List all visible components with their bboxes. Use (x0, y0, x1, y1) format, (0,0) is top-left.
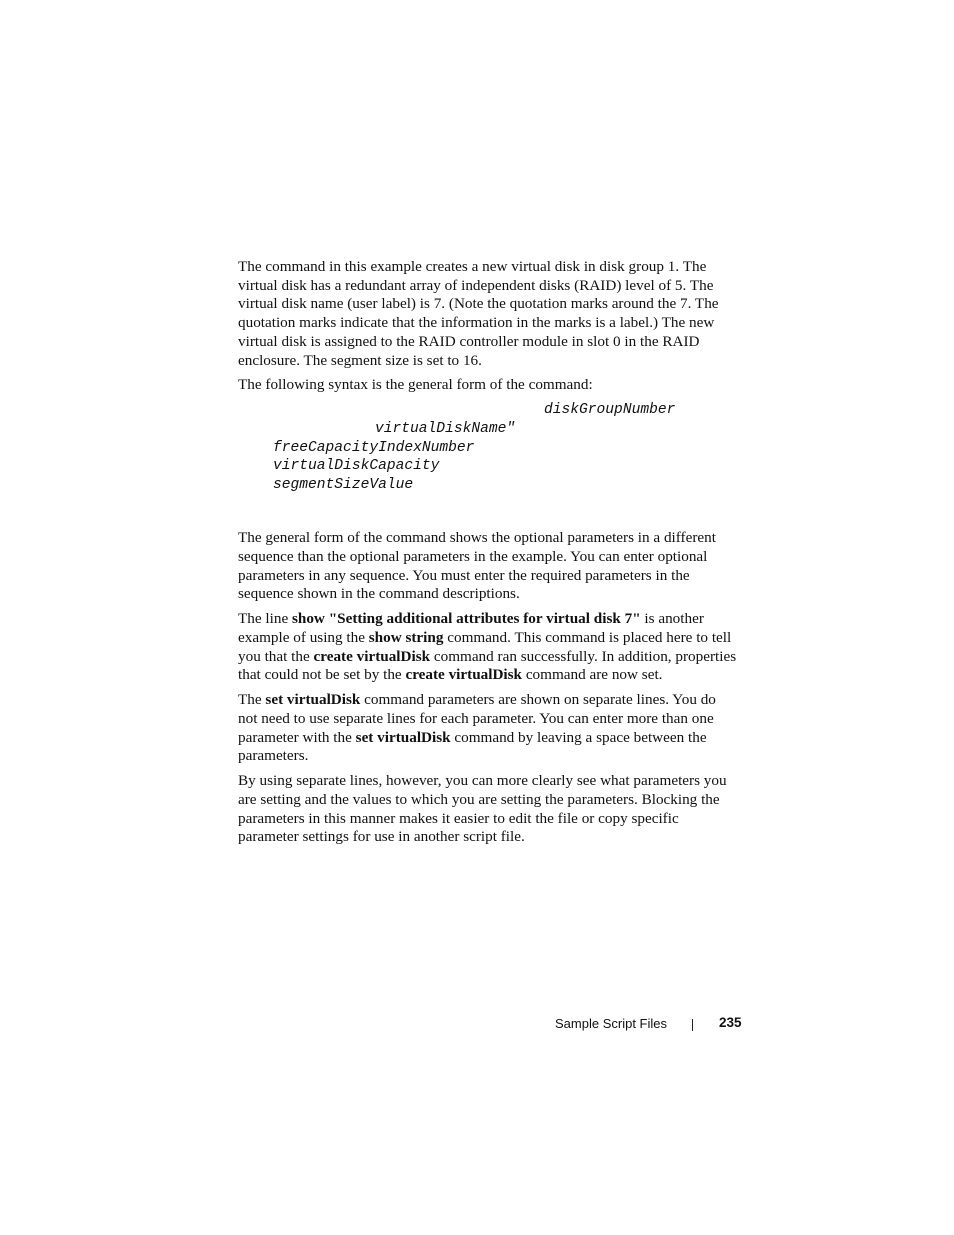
text-run: command ran successfully. In addition, properties that could not be set by the (238, 647, 737, 684)
footer-separator (692, 1019, 693, 1031)
paragraph-show-command (238, 610, 738, 685)
footer-section-title: Sample Script Files (555, 1016, 667, 1031)
code-line-free-capacity-index: freeCapacityIndexNumber (273, 439, 475, 456)
command-show-setting: show "Setting additional attributes for virtual disk 7" (291, 610, 641, 628)
footer-page-number: 235 (719, 1015, 742, 1030)
paragraph-separate-lines: By using separate lines, however, you can more clearly see what parameters you are setting and the values to which you are setting the parameters. Blocking the parameters in this manner makes it easier to edit the file or copy specific parameter settings for use in another script file. (238, 772, 727, 846)
paragraph-set-virtualdisk (238, 691, 738, 766)
page-body (238, 258, 738, 853)
text-run: The line (238, 610, 292, 628)
code-line-segment-size: segmentSizeValue (273, 477, 414, 494)
command-show-string: show string (368, 629, 444, 646)
text-run: command parameters are shown on separate lines. You do not need to use separate lines for each parameter. You can enter more than one parameter with the (238, 691, 716, 746)
page-footer (0, 1015, 954, 1035)
command-create-virtualdisk: create virtualDisk (405, 666, 523, 684)
command-set-virtualdisk: set virtualDisk (355, 728, 451, 746)
text-run: command. This command is placed here to tell you that the (238, 629, 732, 665)
paragraph-syntax-intro: The following syntax is the general form of the command: (238, 376, 593, 394)
text-run: is another example of using the (238, 610, 704, 646)
code-line-disk-group-number: diskGroupNumber (544, 402, 676, 419)
paragraph-example-description: The command in this example creates a new virtual disk in disk group 1. The virtual disk has a redundant array of independent disks (RAID) level of 5. The virtual disk name (user label) is 7. (Note the quotation marks around the 7. The quotation marks indicate that the information in the marks is a label.) The new virtual disk is assigned to the RAID controller module in slot 0 in the RAID enclosure. The segment size is set to 16. (238, 258, 719, 369)
command-create-virtualdisk: create virtualDisk (313, 647, 431, 665)
code-line-virtual-disk-name: virtualDiskName" (375, 420, 516, 437)
paragraph-general-form: The general form of the command shows the optional parameters in a different sequence than the optional parameters in the example. You can enter optional parameters in any sequence. You must enter the required parameters in the sequence shown in the command descriptions. (238, 529, 716, 603)
text-run: command by leaving a space between the parameters. (238, 728, 707, 765)
command-set-virtualdisk: set virtualDisk (265, 691, 361, 709)
code-block-syntax (238, 401, 738, 501)
code-line-virtual-disk-capacity: virtualDiskCapacity (273, 458, 440, 475)
text-run: The (238, 691, 266, 709)
text-run: command are now set. (522, 666, 663, 684)
